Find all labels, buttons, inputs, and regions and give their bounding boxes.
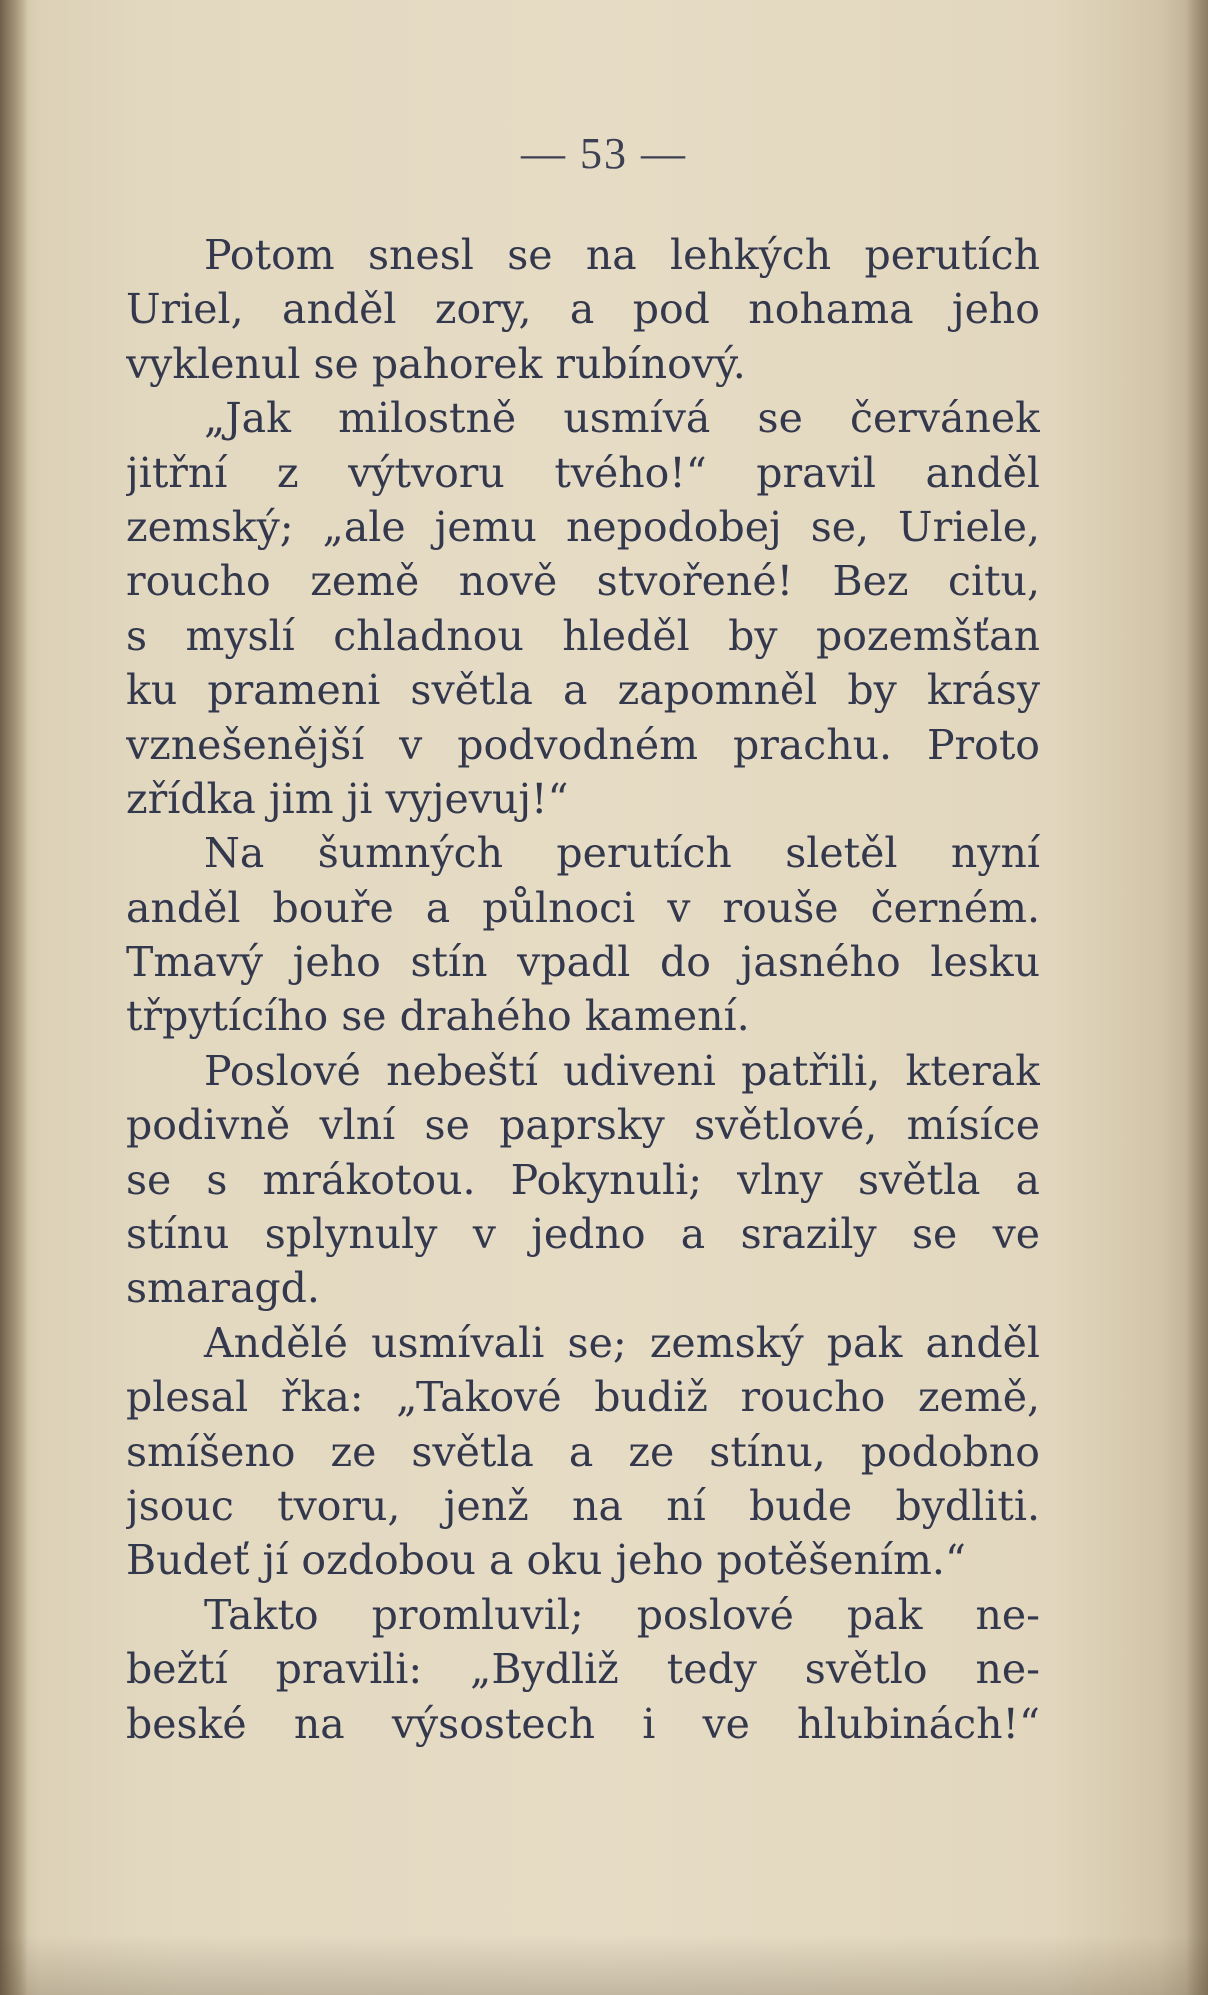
page-spine-shadow	[0, 0, 28, 1995]
text-line: s myslí chladnou hleděl by pozemšťan	[126, 611, 1040, 660]
text-line: Uriel, anděl zory, a pod nohama jeho	[126, 285, 1040, 334]
text-line: jitřní z výtvoru tvého!“ pravil anděl	[126, 448, 1040, 497]
text-line: vyklenul se pahorek rubínový.	[126, 339, 746, 388]
text-line: smaragd.	[126, 1264, 320, 1313]
text-line: se s mrákotou. Pokynuli; vlny světla a	[126, 1155, 1040, 1204]
text-line: smíšeno ze světla a ze stínu, podobno	[126, 1427, 1040, 1476]
text-line: Andělé usmívali se; zemský pak anděl	[204, 1318, 1040, 1367]
text-line: podivně vlní se paprsky světlové, mísíce	[126, 1101, 1040, 1150]
text-line: Na šumných perutích sletěl nyní	[204, 829, 1040, 878]
text-line: zřídka jim ji vyjevuj!“	[126, 774, 569, 823]
text-line: jsouc tvoru, jenž na ní bude bydliti.	[126, 1481, 1040, 1530]
body-text	[126, 228, 1040, 1751]
text-line: Potom snesl se na lehkých perutích	[204, 231, 1040, 279]
text-line: stínu splynuly v jedno a srazily se ve	[126, 1210, 1040, 1259]
text-line: Budeť jí ozdobou a oku jeho potěšením.“	[126, 1536, 966, 1585]
text-line: ku prameni světla a zapomněl by krásy	[126, 666, 1040, 715]
page-number: — 53 —	[521, 129, 687, 178]
page-bottom-shadow	[0, 1935, 1208, 1995]
text-line: vznešenější v podvodném prachu. Proto	[126, 720, 1040, 769]
page-edge-shadow	[1186, 0, 1208, 1995]
text-line: roucho země nově stvořené! Bez citu,	[126, 557, 1040, 606]
text-line: plesal řka: „Takové budiž roucho země,	[126, 1373, 1040, 1422]
text-line: Takto promluvil; poslové pak ne-	[204, 1590, 1040, 1639]
text-line: zemský; „ale jemu nepodobej se, Uriele,	[126, 502, 1040, 551]
text-line: beské na výsostech i ve hlubinách!“	[126, 1699, 1040, 1748]
text-line: bežtí pravili: „Bydliž tedy světlo ne-	[126, 1645, 1040, 1694]
text-line: anděl bouře a půlnoci v rouše černém.	[126, 883, 1040, 932]
text-line: Tmavý jeho stín vpadl do jasného lesku	[126, 938, 1040, 987]
text-line: „Jak milostně usmívá se červánek	[204, 394, 1040, 443]
text-line: Poslové nebeští udiveni patřili, kterak	[204, 1046, 1040, 1095]
text-line: třpytícího se drahého kamení.	[126, 992, 750, 1041]
